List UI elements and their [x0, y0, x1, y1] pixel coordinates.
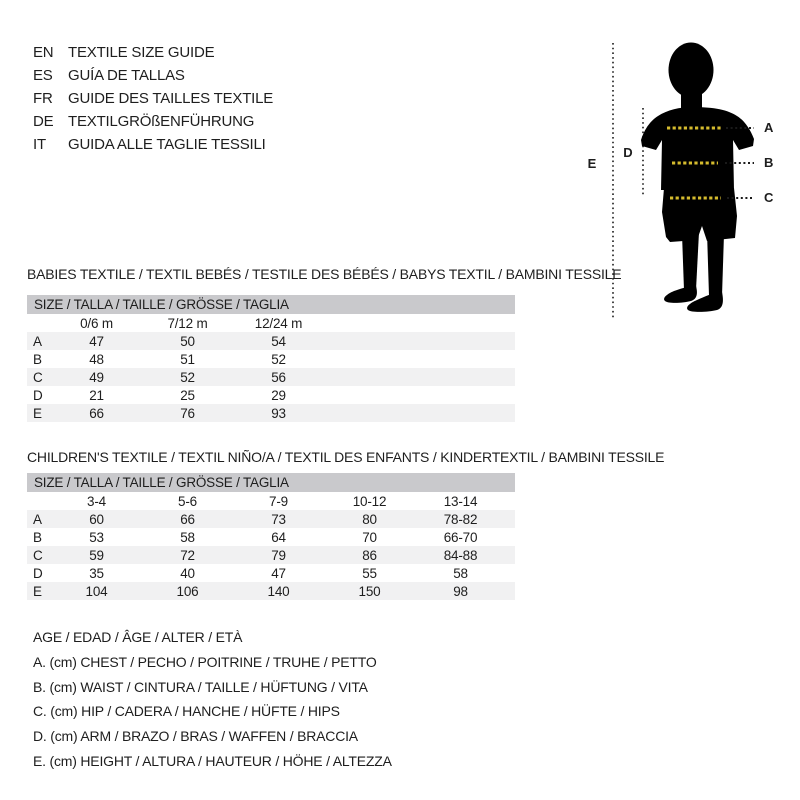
- language-code: IT: [33, 136, 46, 153]
- language-guide-title: GUIDA ALLE TAGLIE TESSILI: [68, 136, 266, 153]
- column-header: 13-14: [443, 493, 478, 509]
- cell-value: 49: [89, 369, 104, 385]
- cell-value: 51: [180, 351, 195, 367]
- cell-value: 60: [89, 511, 104, 527]
- column-header: 7-9: [269, 493, 288, 509]
- column-header: 3-4: [87, 493, 106, 509]
- cell-value: 64: [271, 529, 286, 545]
- table-row: [27, 528, 515, 546]
- children-table-title: CHILDREN'S TEXTILE / TEXTIL NIÑO/A / TEXTIL DES ENFANTS / KINDERTEXTIL / BAMBINI TESSILE: [27, 449, 665, 465]
- babies-table-grid: [27, 314, 515, 422]
- silhouette-left-leg: [682, 232, 699, 290]
- legend-line: A. (cm) CHEST / PECHO / POITRINE / TRUHE / PETTO: [33, 654, 377, 671]
- cell-value: 35: [89, 565, 104, 581]
- table-row: [27, 368, 515, 386]
- language-guide-title: GUÍA DE TALLAS: [68, 67, 185, 84]
- cell-value: 47: [89, 333, 104, 349]
- cell-value: 80: [362, 511, 377, 527]
- cell-value: 78-82: [443, 511, 478, 527]
- arm-label: D: [623, 145, 633, 160]
- cell-value: 98: [453, 583, 468, 599]
- size-header-bar: SIZE / TALLA / TAILLE / GRÖSSE / TAGLIA: [27, 473, 515, 492]
- row-label: B: [33, 529, 42, 545]
- table-row: [27, 386, 515, 404]
- children-size-table: [27, 449, 665, 600]
- legend-line: D. (cm) ARM / BRAZO / BRAS / WAFFEN / BRACCIA: [33, 728, 358, 745]
- language-guide-title: TEXTILE SIZE GUIDE: [68, 44, 215, 61]
- row-label: C: [33, 547, 43, 563]
- table-row: [27, 510, 515, 528]
- cell-value: 76: [180, 405, 195, 421]
- cell-value: 40: [180, 565, 195, 581]
- language-guide-title: TEXTILGRÖßENFÜHRUNG: [68, 113, 255, 130]
- language-item: [33, 64, 273, 87]
- table-row: [27, 332, 515, 350]
- row-label: A: [33, 333, 42, 349]
- cell-value: 21: [89, 387, 104, 403]
- cell-value: 50: [180, 333, 195, 349]
- cell-value: 86: [362, 547, 377, 563]
- cell-value: 79: [271, 547, 286, 563]
- cell-value: 66: [89, 405, 104, 421]
- legend-line: C. (cm) HIP / CADERA / HANCHE / HÜFTE / HIPS: [33, 703, 340, 720]
- cell-value: 106: [176, 583, 199, 599]
- chest-label: A: [764, 120, 774, 135]
- cell-value: 72: [180, 547, 195, 563]
- size-header-bar: SIZE / TALLA / TAILLE / GRÖSSE / TAGLIA: [27, 295, 515, 314]
- hip-label: C: [764, 190, 774, 205]
- cell-value: 150: [358, 583, 381, 599]
- silhouette-right-leg: [707, 232, 724, 296]
- language-code: ES: [33, 67, 53, 84]
- cell-value: 104: [85, 583, 108, 599]
- child-silhouette: [641, 43, 754, 312]
- cell-value: 52: [180, 369, 195, 385]
- cell-value: 84-88: [443, 547, 478, 563]
- cell-value: 58: [453, 565, 468, 581]
- language-code: EN: [33, 44, 54, 61]
- legend-line: E. (cm) HEIGHT / ALTURA / HAUTEUR / HÖHE / ALTEZZA: [33, 752, 392, 769]
- row-label: B: [33, 351, 42, 367]
- table-row: [27, 404, 515, 422]
- measurement-legend: [33, 625, 392, 773]
- table-row: [27, 582, 515, 600]
- language-item: [33, 41, 273, 64]
- legend-line: B. (cm) WAIST / CINTURA / TAILLE / HÜFTUNG / VITA: [33, 678, 368, 695]
- table-header-row: [27, 314, 515, 332]
- cell-value: 48: [89, 351, 104, 367]
- column-header: 0/6 m: [80, 315, 113, 331]
- language-code: FR: [33, 90, 53, 107]
- row-label: D: [33, 565, 43, 581]
- babies-size-table: [27, 266, 622, 422]
- silhouette-neck: [681, 82, 702, 110]
- row-label: E: [33, 583, 42, 599]
- language-title-list: [33, 41, 273, 156]
- row-label: A: [33, 511, 42, 527]
- column-header: 12/24 m: [254, 315, 303, 331]
- cell-value: 54: [271, 333, 286, 349]
- children-table-grid: [27, 492, 515, 600]
- column-header: 7/12 m: [167, 315, 208, 331]
- cell-value: 140: [267, 583, 290, 599]
- silhouette-left-foot: [664, 286, 697, 303]
- cell-value: 66-70: [443, 529, 478, 545]
- cell-value: 73: [271, 511, 286, 527]
- waist-label: B: [764, 155, 774, 170]
- height-label: E: [587, 156, 597, 171]
- cell-value: 29: [271, 387, 286, 403]
- table-row: [27, 546, 515, 564]
- silhouette-tshirt: [641, 107, 754, 190]
- cell-value: 55: [362, 565, 377, 581]
- cell-value: 66: [180, 511, 195, 527]
- language-guide-title: GUIDE DES TAILLES TEXTILE: [68, 90, 274, 107]
- column-header: 10-12: [352, 493, 387, 509]
- silhouette-shorts: [662, 188, 737, 242]
- language-item: [33, 87, 273, 110]
- table-row: [27, 564, 515, 582]
- cell-value: 25: [180, 387, 195, 403]
- cell-value: 52: [271, 351, 286, 367]
- language-item: [33, 110, 273, 133]
- table-row: [27, 350, 515, 368]
- row-label: E: [33, 405, 42, 421]
- column-header: 5-6: [178, 493, 197, 509]
- row-label: D: [33, 387, 43, 403]
- cell-value: 93: [271, 405, 286, 421]
- legend-line: AGE / EDAD / ÂGE / ALTER / ETÀ: [33, 629, 243, 646]
- cell-value: 47: [271, 565, 286, 581]
- language-item: [33, 133, 273, 156]
- row-label: C: [33, 369, 43, 385]
- cell-value: 70: [362, 529, 377, 545]
- cell-value: 53: [89, 529, 104, 545]
- cell-value: 59: [89, 547, 104, 563]
- cell-value: 56: [271, 369, 286, 385]
- table-header-row: [27, 492, 515, 510]
- cell-value: 58: [180, 529, 195, 545]
- language-code: DE: [33, 113, 54, 130]
- babies-table-title: BABIES TEXTILE / TEXTIL BEBÉS / TESTILE DES BÉBÉS / BABYS TEXTIL / BAMBINI TESSILE: [27, 266, 622, 282]
